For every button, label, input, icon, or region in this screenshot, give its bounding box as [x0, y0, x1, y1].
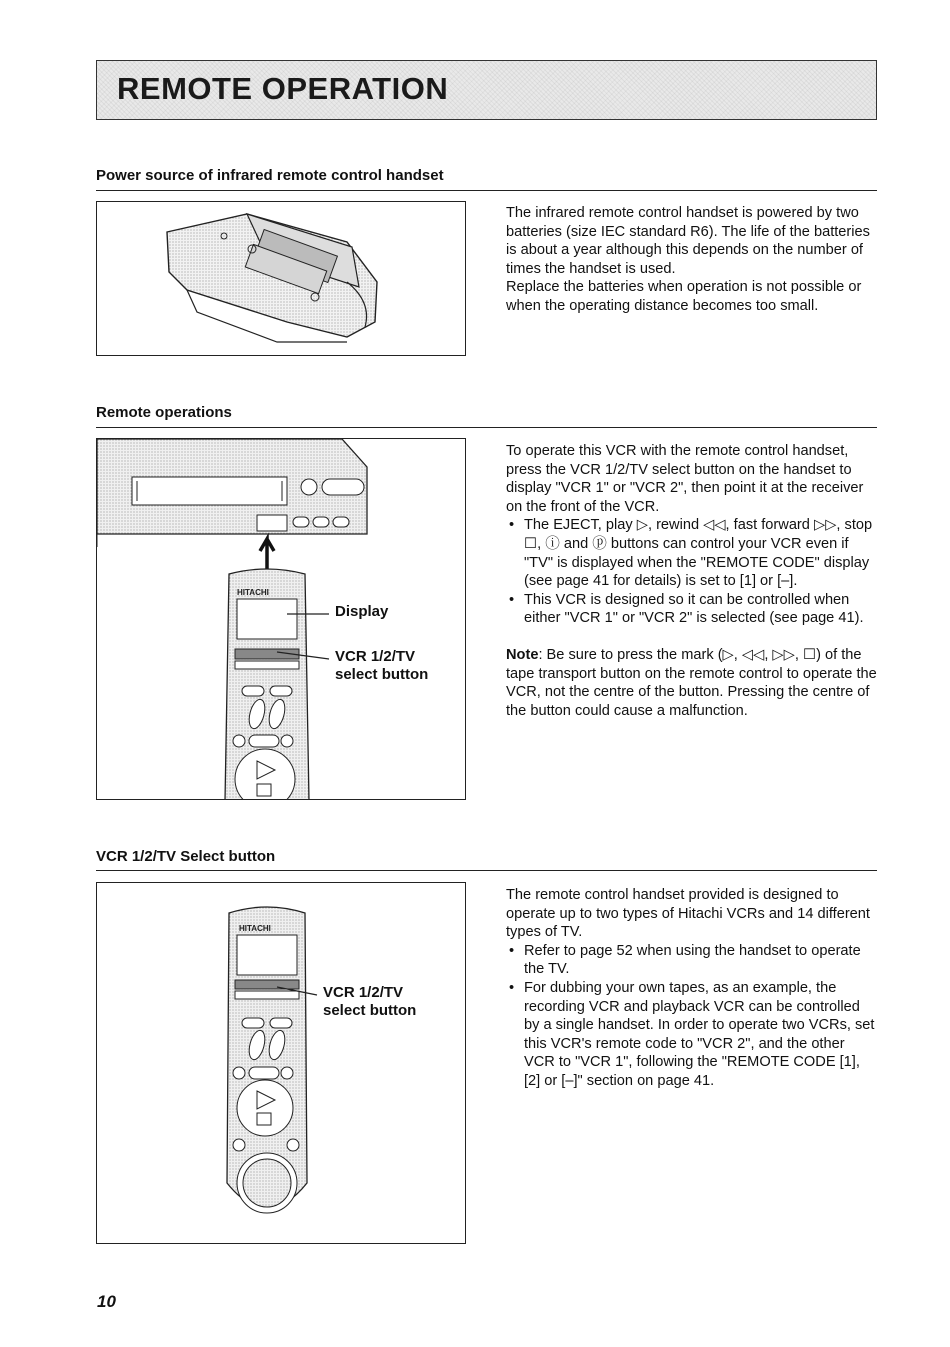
section3-text: [506, 886, 878, 1091]
section-divider: [96, 190, 877, 191]
remote-battery-drawing: [97, 202, 466, 356]
page-title: REMOTE OPERATION: [117, 71, 449, 106]
note-paragraph: [506, 646, 878, 720]
remote-brand-label: HITACHI: [237, 588, 269, 597]
remote-operations-intro: To operate this VCR with the remote control handset, press the VCR 1/2/TV select button on the handset to display "VCR 1" or "VCR 2", then point it at the receiver on the front of the VCR.: [506, 443, 864, 515]
select-button-list: [506, 942, 878, 1091]
list-item: • For dubbing your own tapes, as an example, the recording VCR and playback VCR can be controlled by a single handset. In order to operate two VCRs, set this VCR's remote code to "VCR 2", and the other VCR to "VCR 1", following the "REMOTE CODE [1], [2] or [–]" section on page 41.: [506, 979, 878, 1091]
section-heading-remote-operations: Remote operations: [96, 404, 232, 421]
list-item: • This VCR is designed so it can be controlled when either "VCR 1" or "VCR 2" is selected (see page 41).: [506, 591, 878, 628]
remote-drawing: [97, 883, 466, 1244]
select-button-intro: The remote control handset provided is designed to operate up to two types of Hitachi VCRs and 14 different types of TV.: [506, 887, 870, 941]
page-number: 10: [97, 1292, 116, 1311]
display-callout: Display: [335, 603, 389, 620]
section-heading-select-button: VCR 1/2/TV Select button: [96, 848, 276, 865]
list-item: • Refer to page 52 when using the handset to operate the TV.: [506, 942, 878, 979]
section2-text: [506, 442, 878, 720]
vcr-and-remote-illustration: [96, 438, 466, 800]
select-button-callout-line2: select button: [335, 666, 429, 683]
battery-paragraph-1: The infrared remote control handset is powered by two batteries (size IEC standard R6). The life of the batteries is about a year although this depends on the number of times the handset is used.: [506, 205, 870, 277]
note-text: : Be sure to press the mark (▷, ◁◁, ▷▷, ☐) of the tape transport button on the remote control to operate the VCR, not the centre of the button. Pressing the centre of the button could cause a malfunction.: [506, 646, 877, 719]
select-button-callout-line1: VCR 1/2/TV: [323, 984, 404, 1001]
battery-paragraph-2: Replace the batteries when operation is not possible or when the operating distance becomes too small.: [506, 279, 862, 314]
select-button-callout-line2: select button: [323, 1002, 417, 1019]
remote-select-button-illustration: [96, 882, 466, 1244]
note-label: Note: [506, 646, 539, 663]
select-button-callout-line1: VCR 1/2/TV: [335, 648, 416, 665]
remote-operations-list: [506, 516, 878, 628]
section1-text: [506, 204, 878, 316]
vcr-remote-drawing: [97, 439, 466, 800]
section-heading-power-source: Power source of infrared remote control handset: [96, 167, 444, 184]
remote-brand-label: HITACHI: [239, 924, 271, 933]
page-title-bar: [96, 60, 877, 120]
list-item: • The EJECT, play ▷, rewind ◁◁, fast forward ▷▷, stop ☐, ⓘ and ⓟ buttons can control your VCR even if "TV" is displayed when the "REMOTE CODE" display (see page 41 for details) is set to [1] or [–].: [506, 516, 878, 590]
section-divider: [96, 427, 877, 428]
battery-compartment-illustration: [96, 201, 466, 356]
section-divider: [96, 870, 877, 871]
